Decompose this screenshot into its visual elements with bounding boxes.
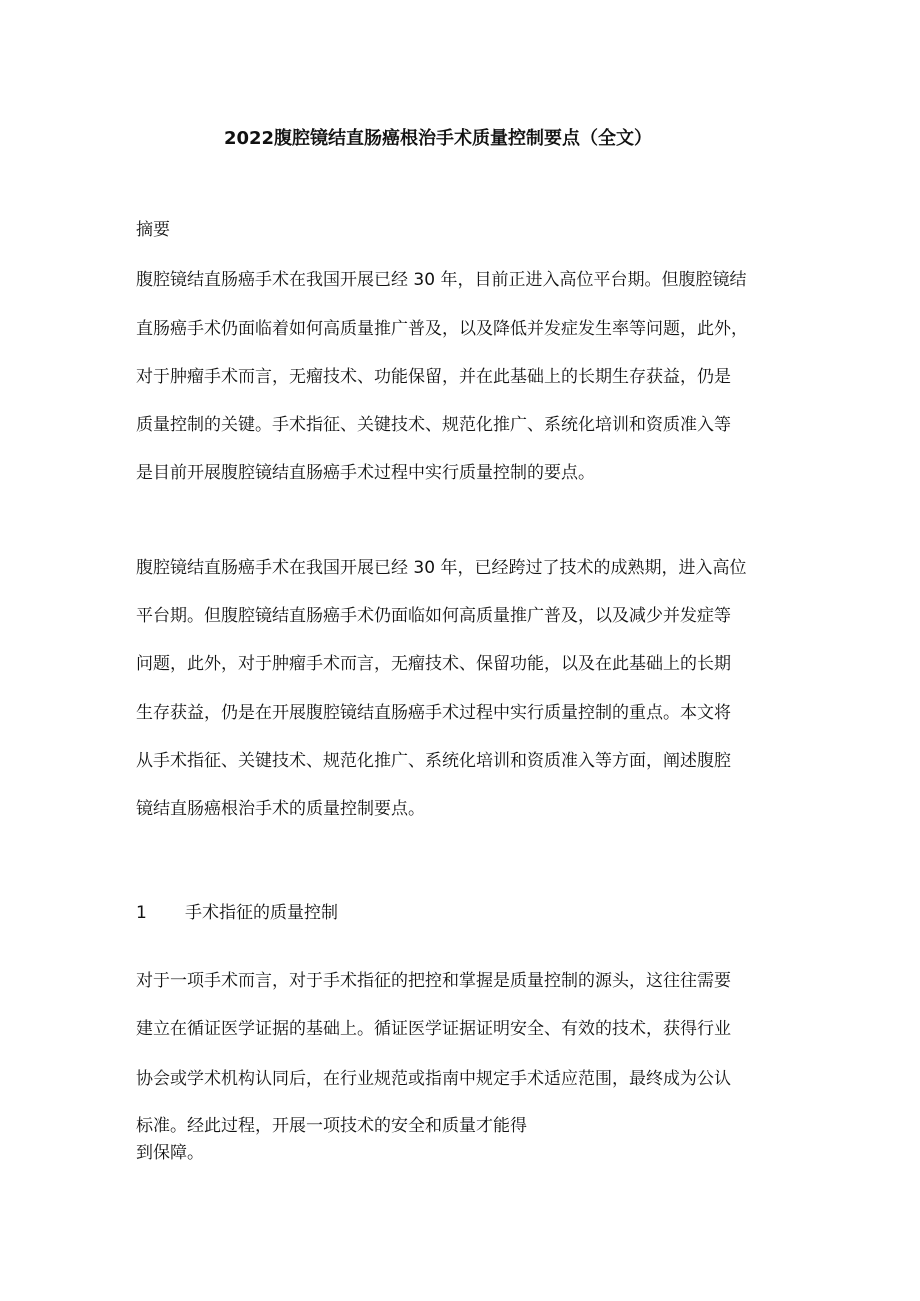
section-line: 建立在循证医学证据的基础上。循证医学证据证明安全、有效的技术，获得行业 xyxy=(136,1019,731,1039)
abstract-line: 是目前开展腹腔镜结直肠癌手术过程中实行质量控制的要点。 xyxy=(136,463,595,483)
document-title: 2022腹腔镜结直肠癌根治手术质量控制要点（全文） xyxy=(223,128,653,149)
intro-line: 生存获益，仍是在开展腹腔镜结直肠癌手术过程中实行质量控制的重点。本文将 xyxy=(136,703,731,723)
abstract-line: 腹腔镜结直肠癌手术在我国开展已经 30 年，目前正进入高位平台期。但腹腔镜结 xyxy=(136,270,747,290)
section-heading: 手术指征的质量控制 xyxy=(185,903,338,923)
section-line: 到保障。 xyxy=(136,1143,204,1163)
abstract-label: 摘要 xyxy=(136,220,170,240)
intro-line: 平台期。但腹腔镜结直肠癌手术仍面临如何高质量推广普及，以及减少并发症等 xyxy=(136,606,731,626)
intro-line: 问题，此外，对于肿瘤手术而言，无瘤技术、保留功能，以及在此基础上的长期 xyxy=(136,654,731,674)
abstract-line: 直肠癌手术仍面临着如何高质量推广普及，以及降低并发症发生率等问题，此外， xyxy=(136,319,748,339)
intro-line: 腹腔镜结直肠癌手术在我国开展已经 30 年，已经跨过了技术的成熟期，进入高位 xyxy=(136,558,747,578)
intro-line: 镜结直肠癌根治手术的质量控制要点。 xyxy=(136,799,425,819)
abstract-line: 对于肿瘤手术而言，无瘤技术、功能保留，并在此基础上的长期生存获益，仍是 xyxy=(136,367,731,387)
abstract-line: 质量控制的关键。手术指征、关键技术、规范化推广、系统化培训和资质准入等 xyxy=(136,415,731,435)
section-number: 1 xyxy=(136,903,147,923)
section-line: 标准。经此过程，开展一项技术的安全和质量才能得 xyxy=(136,1116,527,1136)
intro-line: 从手术指征、关键技术、规范化推广、系统化培训和资质准入等方面，阐述腹腔 xyxy=(136,751,731,771)
section-line: 对于一项手术而言，对于手术指征的把控和掌握是质量控制的源头，这往往需要 xyxy=(136,971,731,991)
section-line: 协会或学术机构认同后，在行业规范或指南中规定手术适应范围，最终成为公认 xyxy=(136,1069,731,1089)
